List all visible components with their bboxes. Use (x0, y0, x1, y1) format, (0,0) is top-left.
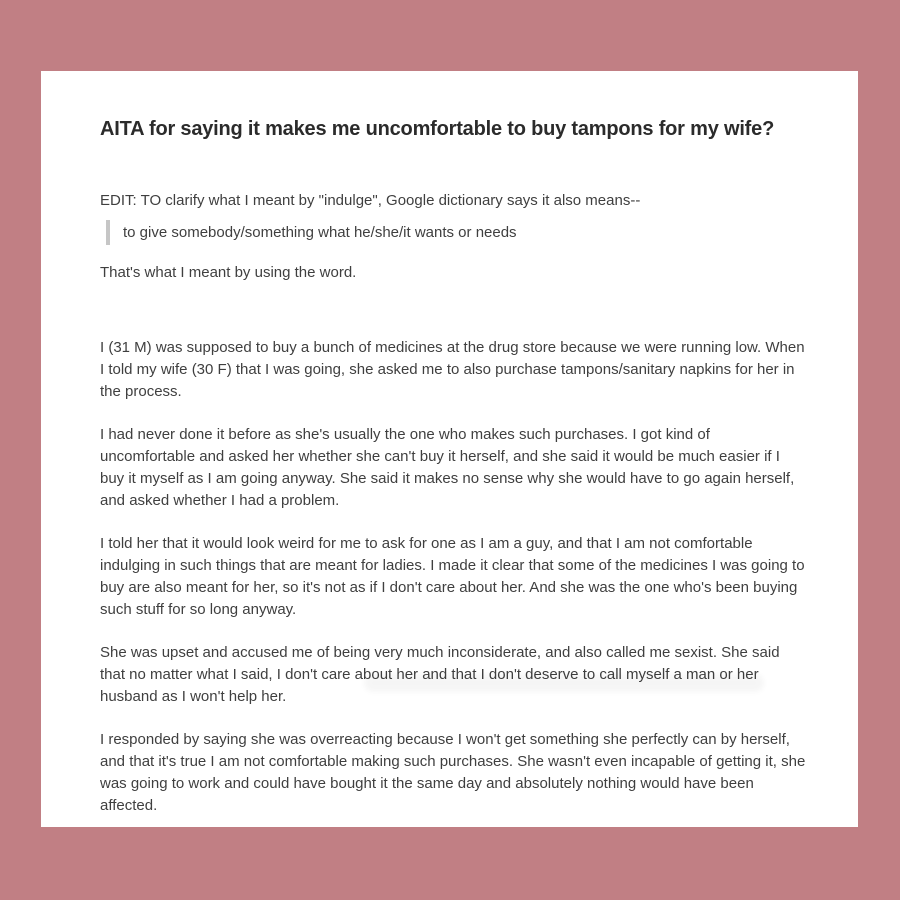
post-paragraph: She was upset and accused me of being very much inconsiderate, and also called me sexist. She said that no matter what I said, I don't care about her and that I don't deserve to call myself a man or her husband as I won't help her. (100, 644, 780, 705)
post-paragraph: I had never done it before as she's usually the one who makes such purchases. I got kind of uncomfortable and asked her whether she can't buy it herself, and she said it would be much easier if I buy it myself as I am going anyway. She said it makes no sense why she would have to go again herself, and asked whether I had a problem. (100, 426, 795, 509)
quote-text: to give somebody/something what he/she/it wants or needs (123, 224, 517, 241)
edit-outro-text: That's what I meant by using the word. (100, 264, 357, 281)
post-title: AITA for saying it makes me uncomfortable to buy tampons for my wife? (100, 118, 775, 140)
post-card (41, 71, 858, 827)
edit-intro-text: EDIT: TO clarify what I meant by "indulge", Google dictionary says it also means-- (100, 192, 641, 209)
post-paragraph: I responded by saying she was overreacting because I won't get something she perfectly can by herself, and that it's true I am not comfortable making such purchases. She wasn't even incapable of getting it, she was going to work and could have bought it the same day and absolutely nothing would have been affected. (100, 731, 806, 814)
post-body (100, 337, 806, 817)
post-paragraph: I told her that it would look weird for me to ask for one as I am a guy, and that I am not comfortable indulging in such things that are meant for ladies. I made it clear that some of the medicines I was going to buy are also meant for her, so it's not as if I don't care about her. And she was the one who's been buying such stuff for so long anyway. (100, 535, 805, 618)
post-paragraph: I (31 M) was supposed to buy a bunch of medicines at the drug store because we were running low. When I told my wife (30 F) that I was going, she asked me to also purchase tampons/sanitary napkins for her in the process. (100, 339, 805, 400)
quote-block (106, 220, 806, 245)
